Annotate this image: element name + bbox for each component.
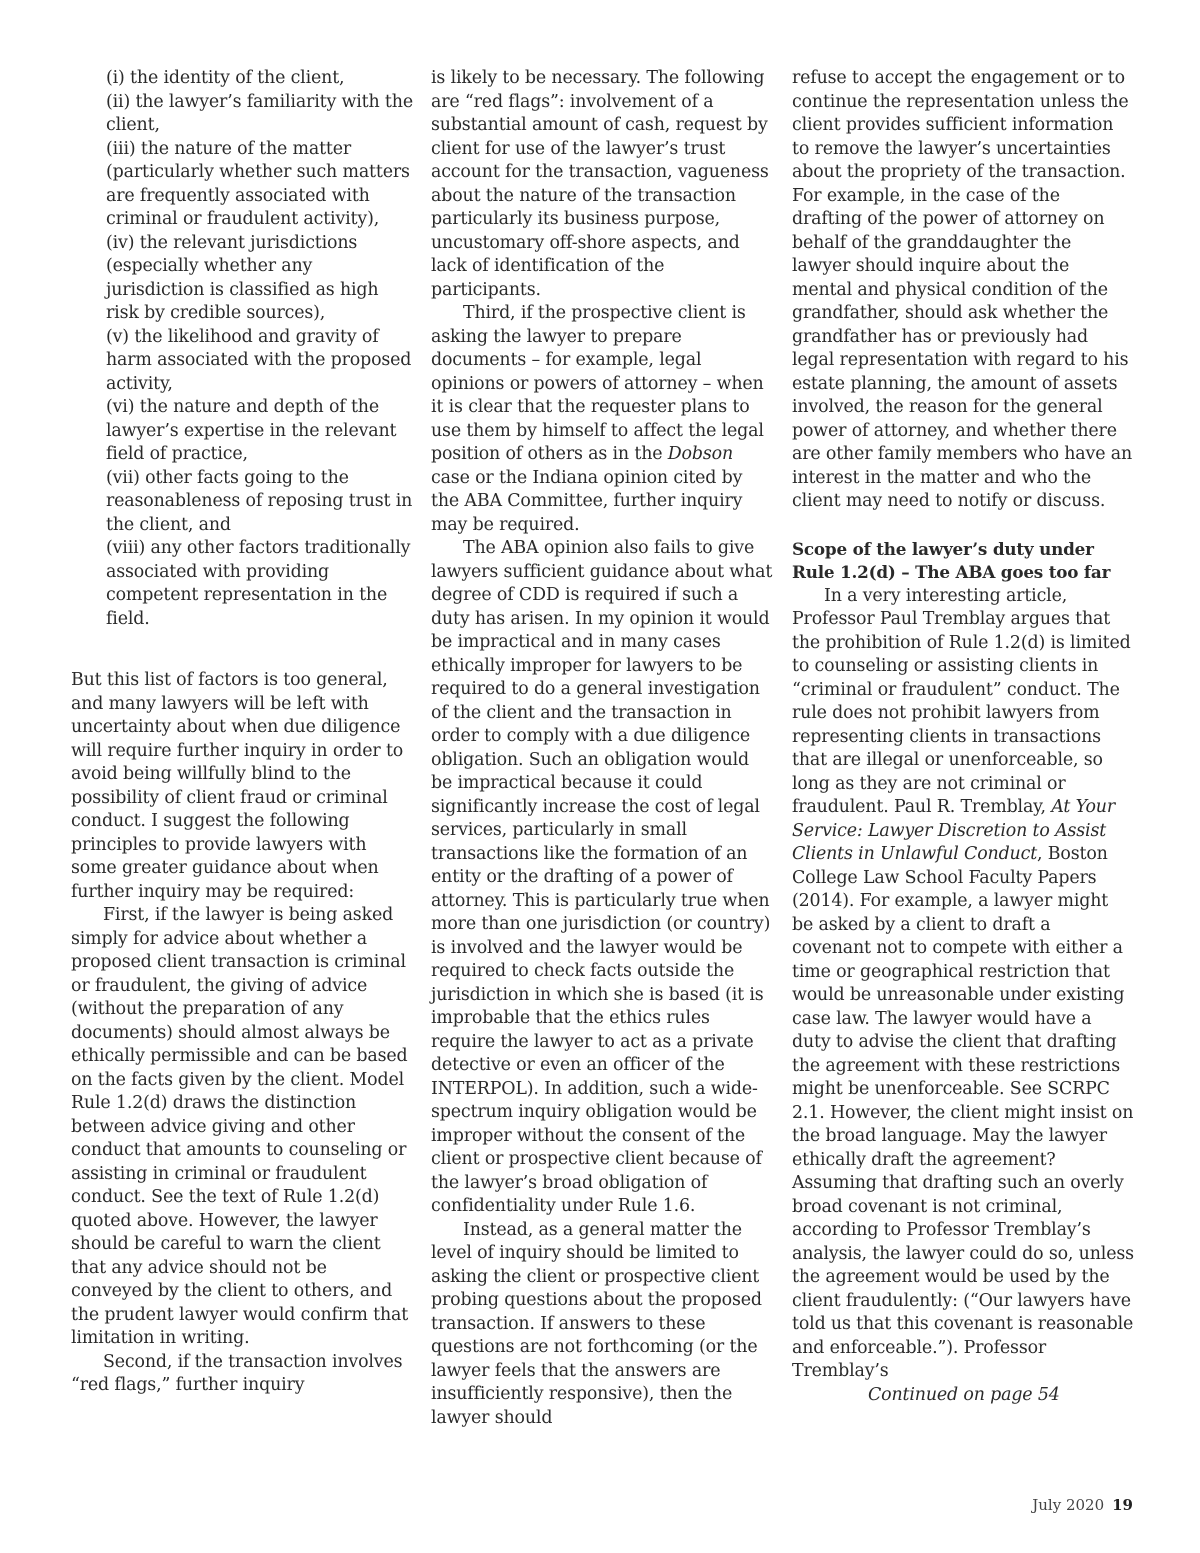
paragraph: The ABA opinion also fails to give lawyers sufficient guidance about what degree of CDD is required if such a duty has arisen. In my opinion it would be impractical and in many cases ethically improper for lawyers to be required to do a general investigation of the client and the transaction in order to comply with a due diligence obligation. Such an obligation would be impractical because it could significantly increase the cost of legal services, particularly in small transactions like the formation of an entity or the drafting of a power of attorney. This is particularly true when more than one jurisdiction (or country) is involved and the lawyer would be required to check facts outside the jurisdiction in which she is based (it is improbable that the ethics rules require the lawyer to act as a private detective or even an officer of the INTERPOL). In addition, such a wide-spectrum inquiry obligation would be improper without the consent of the client or prospective client because of the lawyer’s broad obligation of confidentiality under Rule 1.6.	[431, 538, 773, 1216]
case-name: Dobson	[667, 444, 734, 464]
issue-date: July 2020	[1032, 1496, 1105, 1514]
paragraph: But this list of factors is too general, and many lawyers will be left with uncertainty about when due diligence will require further inquiry in order to avoid being willfully blind to the possibility of client fraud or criminal conduct. I suggest the following principles to provide lawyers with some greater guidance about when further inquiry may be required:	[71, 670, 404, 902]
paragraph: First, if the lawyer is being asked simply for advice about whether a proposed client transaction is criminal or fraudulent, the giving of advice (without the preparation of any documents) should almost always be ethically permissible and can be based on the facts given by the client. Model Rule 1.2(d) draws the distinction between advice giving and other conduct that amounts to counseling or assisting in criminal or fraudulent conduct. See the text of Rule 1.2(d) quoted above. However, the lawyer should be careful to warn the client that any advice should not be conveyed by the client to others, and the prudent lawyer would confirm that limitation in writing.	[71, 905, 409, 1348]
paragraph	[792, 585, 1134, 1384]
page-number: 19	[1112, 1496, 1133, 1514]
list-item: (vi) the nature and depth of the lawyer’s expertise in the relevant field of practice,	[106, 397, 397, 464]
list-item: (iii) the nature of the matter (particularly whether such matters are frequently associated with criminal or fraudulent activity),	[106, 138, 410, 229]
paragraph-text: In a very interesting article, Professor Paul Tremblay argues that the prohibition of Rule 1.2(d) is limited to counseling or assisting clients in “criminal or fraudulent” conduct. The rule does not prohibit lawyers from representing clients in transactions that are illegal or unenforceable, so long as they are not criminal or fraudulent. Paul R. Tremblay,	[792, 585, 1131, 817]
paragraph	[431, 302, 773, 537]
section-heading: Scope of the lawyer’s duty under Rule 1.2(d) – The ABA goes too far	[792, 538, 1111, 582]
column-3	[792, 67, 1134, 1407]
page-footer	[1032, 1496, 1133, 1514]
list-item: (v) the likelihood and gravity of harm associated with the proposed activity,	[106, 326, 412, 394]
list-item: (i) the identity of the client,	[106, 68, 345, 88]
paragraph: Second, if the transaction involves “red flags,” further inquiry	[71, 1351, 403, 1395]
paragraph: refuse to accept the engagement or to continue the representation unless the client provides sufficient information to remove the lawyer’s uncertainties about the propriety of the transaction. For example, in the case of the drafting of the power of attorney on behalf of the granddaughter the lawyer should inquire about the mental and physical condition of the grandfather, should ask whether the grandfather has or previously had legal representation with regard to his estate planning, the amount of assets involved, the reason for the general power of attorney, and whether there are other family members who have an interest in the matter and who the client may need to notify or discuss.	[792, 68, 1132, 511]
list-item: (iv) the relevant jurisdictions (especially whether any jurisdiction is classified as high risk by credible sources),	[106, 232, 379, 323]
paragraph-text: case or the Indiana opinion cited by the ABA Committee, further inquiry may be required.	[431, 467, 743, 535]
paragraph-text: , Boston College Law School Faculty Papers (2014). For example, a lawyer might be asked by a client to draft a covenant not to compete with either a time or geographical restriction that would be unreasonable under existing case law. The lawyer would have a duty to advise the client that drafting the agreement with these restrictions might be unenforceable. See SCRPC 2.1. However, the client might insist on the broad language. May the lawyer ethically draft the agreement? Assuming that drafting such an overly broad covenant is not criminal, according to Professor Tremblay’s analysis, the lawyer could do so, unless the agreement would be used by the client fraudulently: (“Our lawyers have told us that this covenant is reasonable and enforceable.”). Professor Tremblay’s	[792, 844, 1134, 1381]
article-title: At Your Service: Lawyer Discretion to Assist Clients in Unlawful Conduct	[792, 797, 1115, 864]
factor-list	[71, 67, 413, 631]
column-2	[431, 67, 773, 1430]
column-1	[71, 67, 413, 1398]
list-item: (ii) the lawyer’s familiarity with the client,	[106, 91, 413, 135]
paragraph-text: Third, if the prospective client is asking the lawyer to prepare documents – for example, legal opinions or powers of attorney – when it is clear that the requester plans to use them by himself to affect the legal position of others as in the	[431, 303, 764, 464]
list-item: (viii) any other factors traditionally associated with providing competent representation in the field.	[106, 538, 411, 629]
continued-notice: Continued on page 54	[868, 1384, 1060, 1405]
list-item: (vii) other facts going to the reasonableness of reposing trust in the client, and	[106, 467, 413, 535]
paragraph: Instead, as a general matter the level of inquiry should be limited to asking the client or prospective client probing questions about the proposed transaction. If answers to these questions are not forthcoming (or the lawyer feels that the answers are insufficiently responsive), then the lawyer should	[431, 1219, 762, 1428]
paragraph: is likely to be necessary. The following are “red flags”: involvement of a substantial amount of cash, request by client for use of the lawyer’s trust account for the transaction, vagueness about the nature of the transaction particularly its business purpose, uncustomary off-shore aspects, and lack of identification of the participants.	[431, 68, 769, 300]
